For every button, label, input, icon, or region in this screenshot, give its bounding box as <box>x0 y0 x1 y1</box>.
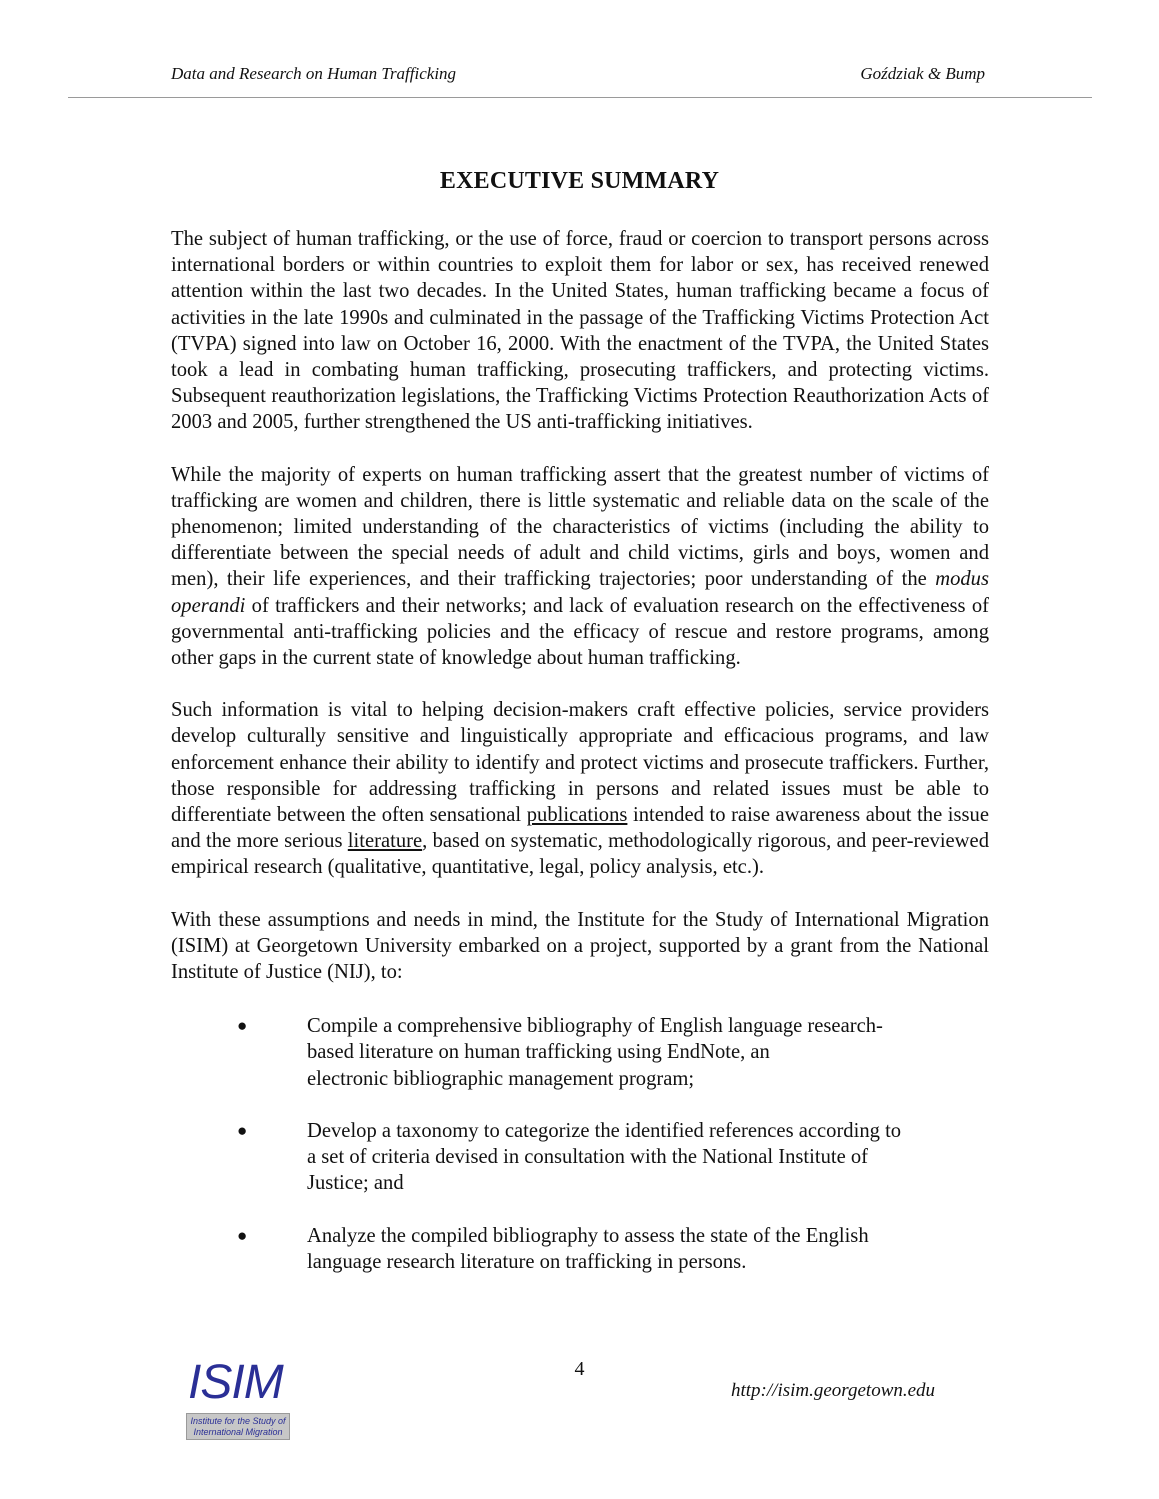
underlined-literature: literature <box>347 830 423 853</box>
paragraph-2-text-b: of traffickers and their networks; and lack of evaluation research on the effectiveness of governmental anti-trafficking policies and the efficacy of rescue and restore programs, among other gaps in the current state of knowledge about human trafficking. <box>171 594 989 670</box>
running-header <box>171 64 985 84</box>
underlined-publications: publications <box>526 804 628 827</box>
paragraph-2-text-a: While the majority of experts on human trafficking assert that the greatest number of victims of trafficking are women and children, there is little systematic and reliable data on the scale of the phenomenon; limited understanding of the characteristics of victims (including the ability to differentiate between the special needs of adult and child victims, girls and boys, women and men), their life experiences, and their trafficking trajectories; poor understanding of the <box>171 463 989 591</box>
paragraph-3-text-a: Such information is vital to helping decision-makers craft effective policies, service providers develop culturally sensitive and linguistically appropriate and efficacious programs, and law enforcement enhance their ability to identify and protect victims and prosecute traffickers. Further, those responsible for addressing trafficking in persons and related issues must be able to differentiate between the often sensational <box>171 699 989 827</box>
document-body <box>171 226 989 1301</box>
list-item-line: Compile a comprehensive bibliography of English language research- <box>307 1015 883 1038</box>
bullet-icon: ● <box>237 1120 248 1140</box>
header-title: Data and Research on Human Trafficking <box>171 64 457 83</box>
list-item <box>171 1118 989 1197</box>
list-item <box>171 1013 989 1092</box>
page-number: 4 <box>574 1358 585 1380</box>
list-item-line: electronic bibliographic management program; <box>307 1067 695 1090</box>
isim-logo <box>186 1356 292 1443</box>
project-goals-list <box>171 1013 989 1275</box>
paragraph-2-italic: modus operandi <box>171 568 989 617</box>
header-authors: Goździak & Bump <box>860 64 985 83</box>
bullet-icon: ● <box>237 1016 248 1036</box>
paragraph-3 <box>171 697 989 880</box>
list-item-line: Develop a taxonomy to categorize the identified references according to <box>307 1119 902 1142</box>
page-title: EXECUTIVE SUMMARY <box>439 168 720 194</box>
list-item-line: a set of criteria devised in consultation with the National Institute of <box>307 1146 869 1169</box>
list-item-line: Analyze the compiled bibliography to assess the state of the English <box>307 1224 869 1247</box>
bullet-icon: ● <box>237 1225 248 1245</box>
list-item-line: based literature on human trafficking using EndNote, an <box>307 1041 770 1064</box>
footer-url[interactable]: http://isim.georgetown.edu <box>731 1380 936 1401</box>
header-divider <box>68 97 1092 98</box>
list-item-line: Justice; and <box>307 1172 404 1195</box>
logo-wordmark: ISIM <box>188 1356 283 1409</box>
paragraph-2 <box>171 462 989 672</box>
paragraph-3-text-b: intended to raise awareness about the issue and the more serious <box>171 804 989 853</box>
list-item <box>171 1223 989 1275</box>
paragraph-1: The subject of human trafficking, or the use of force, fraud or coercion to transport persons across international borders or within countries to exploit them for labor or sex, has received renewed attention within the last two decades. In the United States, human trafficking became a focus of activities in the late 1990s and culminated in the passage of the Trafficking Victims Protection Act (TVPA) signed into law on October 16, 2000. With the enactment of the TVPA, the United States took a lead in combating human trafficking, prosecuting traffickers, and protecting victims. Subsequent reauthorization legislations, the Trafficking Victims Protection Reauthorization Acts of 2003 and 2005, further strengthened the US anti-trafficking initiatives. <box>171 228 989 434</box>
list-item-line: language research literature on trafficking in persons. <box>307 1250 747 1273</box>
paragraph-3-text-c: , based on systematic, methodologically rigorous, and peer-reviewed empirical research (qualitative, quantitative, legal, policy analysis, etc.). <box>171 830 989 879</box>
paragraph-4: With these assumptions and needs in mind, the Institute for the Study of International Migration (ISIM) at Georgetown University embarked on a project, supported by a grant from the National Institute of Justice (NIJ), to: <box>171 908 989 984</box>
logo-subtitle: Institute for the Study of International Migration <box>186 1413 290 1440</box>
